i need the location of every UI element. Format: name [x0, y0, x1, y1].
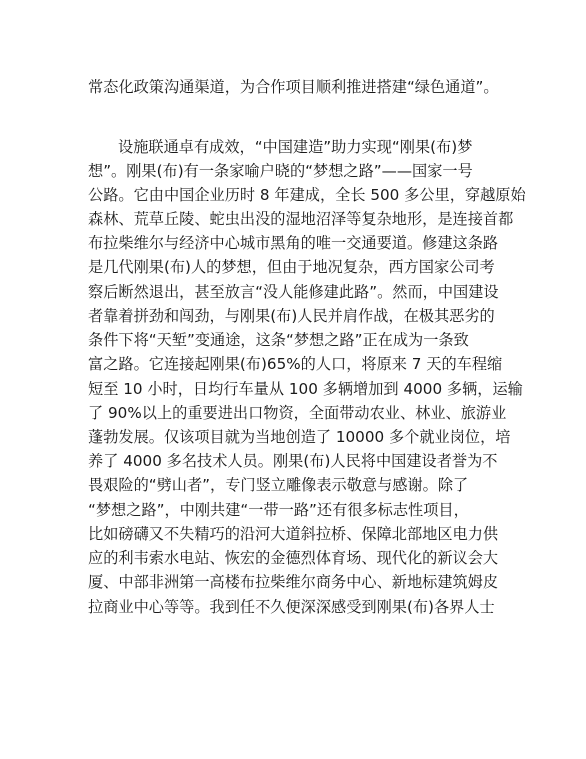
paragraph-line: 养了 4000 多名技术人员。刚果(布)人民将中国建设者誉为不: [88, 452, 498, 470]
paragraph-line: 拉商业中心等等。我到任不久便深深感受到刚果(布)各界人士: [88, 598, 495, 616]
paragraph-line: 者靠着拼劲和闯劲，与刚果(布)人民并肩作战，在极其恶劣的: [88, 307, 495, 325]
paragraph-line: 条件下将“天堑”变通途，这条“梦想之路”正在成为一条致: [88, 331, 469, 349]
paragraph-line: 森林、荒草丘陵、蛇虫出没的湿地沼泽等复杂地形，是连接首都: [88, 210, 514, 228]
paragraph-line: 察后断然退出，甚至放言“没人能修建此路”。然而，中国建设: [88, 283, 499, 301]
top-line: 常态化政策沟通渠道，为合作项目顺利推进搭建“绿色通道”。: [88, 78, 499, 96]
paragraph-line: 蓬勃发展。仅该项目就为当地创造了 10000 多个就业岗位，培: [88, 428, 511, 446]
paragraph-line: 应的利韦索水电站、恢宏的金德烈体育场、现代化的新议会大: [88, 549, 499, 567]
paragraph-line: 设施联通卓有成效，“中国建造”助力实现“刚果(布)梦: [118, 138, 473, 156]
paragraph-line: 是几代刚果(布)人的梦想，但由于地况复杂，西方国家公司考: [88, 258, 495, 276]
paragraph-line: 富之路。它连接起刚果(布)65%的人口，将原来 7 天的车程缩: [88, 355, 503, 373]
paragraph-line: 畏艰险的“劈山者”，专门竖立雕像表示敬意与感谢。除了: [88, 476, 469, 494]
paragraph-line: “梦想之路”，中刚共建“一带一路”还有很多标志性项目，: [88, 501, 469, 519]
paragraph-line: 公路。它由中国企业历时 8 年建成，全长 500 多公里，穿越原始: [88, 186, 526, 204]
paragraph-line: 短至 10 小时，日均行车量从 100 多辆增加到 4000 多辆，运输: [88, 380, 523, 398]
paragraph-line: 了 90%以上的重要进出口物资，全面带动农业、林业、旅游业: [88, 404, 507, 422]
paragraph-line: 布拉柴维尔与经济中心城市黑角的唯一交通要道。修建这条路: [88, 234, 499, 252]
paragraph-line: 想”。刚果(布)有一条家喻户晓的“梦想之路”——国家一号: [88, 162, 473, 180]
paragraph-line: 厦、中部非洲第一高楼布拉柴维尔商务中心、新地标建筑姆皮: [88, 573, 499, 591]
paragraph-line: 比如磅礴又不失精巧的沿河大道斜拉桥、保障北部地区电力供: [88, 525, 499, 543]
